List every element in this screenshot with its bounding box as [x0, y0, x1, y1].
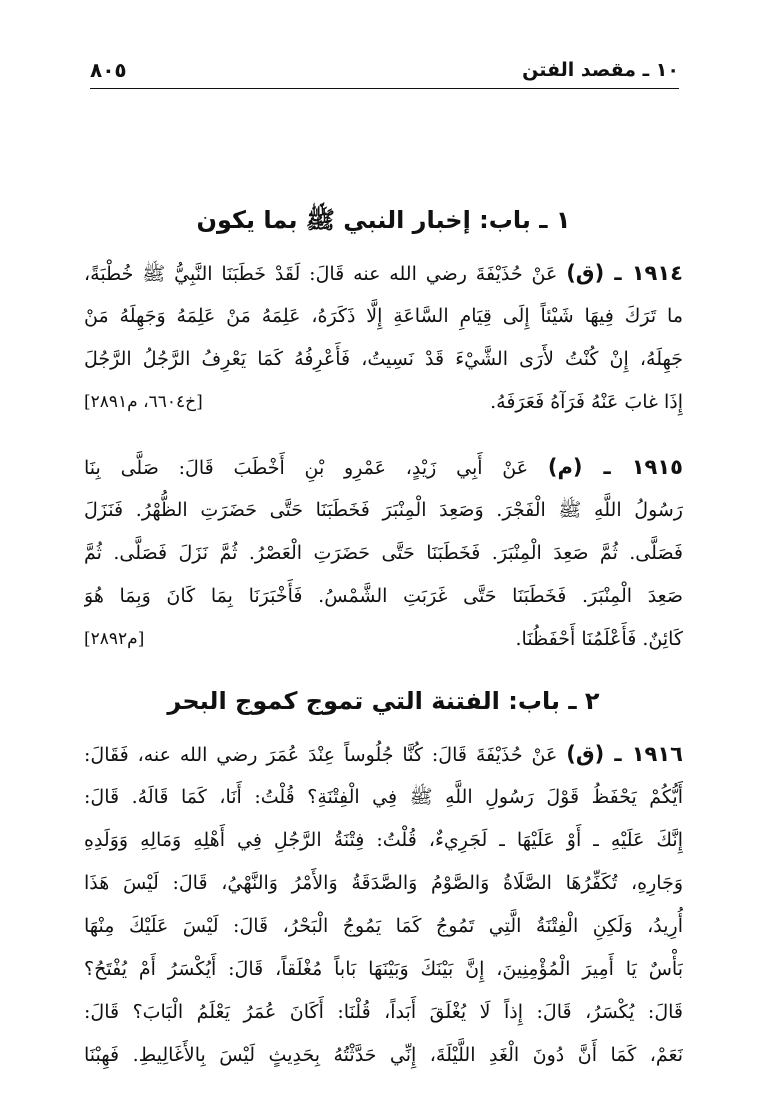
page-content: [84, 198, 683, 1077]
hadith-line: رَسُولُ اللَّهِ ﷺ الْفَجْرَ. وَصَعِدَ الْمِنْبَرَ فَخَطَبَنَا حَتَّى حَضَرَتِ الظُّهْرُ. فَنَزَلَ: [84, 499, 683, 521]
hadith-line: فَصَلَّى. ثُمَّ صَعِدَ الْمِنْبَرَ. فَخَطَبَنَا حَتَّى حَضَرَتِ الْعَصْرُ. ثُمَّ نَزَلَ فَصَلَّى. ثُمَّ: [84, 542, 683, 564]
running-header: [90, 52, 679, 89]
hadith-line: إِنَّكَ عَلَيْهِ ـ أَوْ عَلَيْهَا ـ لَجَرِيءٌ، قُلْتُ: فِتْنَةُ الرَّجُلِ فِي أَهْلِهِ وَمَالِهِ وَوَلَدِهِ: [84, 829, 683, 851]
hadith-line: صَعِدَ الْمِنْبَرَ. فَخَطَبَنَا حَتَّى غَرَبَتِ الشَّمْسُ. فَأَخْبَرَنَا بِمَا كَانَ وَبِمَا هُوَ: [84, 585, 683, 607]
hadith-line: [84, 252, 683, 295]
hadith-line: [84, 446, 683, 489]
hadith-number: ١٩١٤ ـ (ق): [566, 261, 683, 285]
section-title: ١٠ ـ مقصد الفتن: [522, 59, 679, 81]
chapter-1-heading: ١ ـ باب: إخبار النبي ﷺ بما يكون: [196, 206, 571, 234]
hadith-line: [84, 381, 683, 424]
hadith-1914: [84, 252, 683, 424]
hadith-line: جَهِلَهُ، إِنْ كُنْتُ لأَرَى الشَّيْءَ قَدْ نَسِيتُ، فَأَعْرِفُهُ كَمَا يَعْرِفُ الرَّجُلُ الرَّجُلَ: [84, 348, 683, 370]
page-number: ٨٠٥: [90, 58, 127, 82]
hadith-line: [84, 618, 683, 661]
hadith-text: عَنْ حُذَيْفَةَ قَالَ: كُنَّا جُلُوساً عِنْدَ عُمَرَ رضي الله عنه، فَقَالَ:: [84, 744, 558, 766]
hadith-text: كَائِنٌ. فَأَعْلَمُنَا أَحْفَظُنَا.: [515, 628, 683, 650]
hadith-line: نَعَمْ، كَمَا أَنَّ دُونَ الْغَدِ اللَّيْلَةَ، إِنِّي حَدَّثْتُهُ بِحَدِيثٍ لَيْسَ بِالأَغَالِيطِ. فَهِبْنَا: [84, 1044, 683, 1066]
hadith-text: عَنْ أَبِي زَيْدٍ، عَمْرِو بْنِ أَخْطَبَ قَالَ: صَلَّى بِنَا: [84, 457, 529, 479]
hadith-line: أَيُّكُمْ يَحْفَظُ قَوْلَ رَسُولِ اللَّهِ ﷺ فِي الْفِتْنَةِ؟ قُلْتُ: أَنَا، كَمَا قَالَهُ. قَالَ:: [84, 786, 683, 808]
hadith-text: عَنْ حُذَيْفَةَ رضي الله عنه قَالَ: لَقَدْ خَطَبَنَا النَّبِيُّ ﷺ خُطْبَةً،: [84, 263, 558, 285]
hadith-number: ١٩١٦ ـ (ق): [566, 742, 683, 766]
hadith-1916: [84, 733, 683, 1077]
chapter-2-heading: ٢ ـ باب: الفتنة التي تموج كموج البحر: [167, 687, 600, 715]
hadith-1915: [84, 446, 683, 661]
hadith-reference: [م٢٨٩٢]: [84, 629, 145, 649]
hadith-number: ١٩١٥ ـ (م): [547, 455, 683, 479]
hadith-line: [84, 733, 683, 776]
hadith-line: وَجَارِهِ، تُكَفِّرُهَا الصَّلَاةُ وَالصَّوْمُ وَالصَّدَقَةُ وَالأَمْرُ وَالنَّهْيُ، قَالَ: لَيْسَ هَذَا: [84, 872, 683, 894]
hadith-text: إِذَا غابَ عَنْهُ فَرَآهُ فَعَرَفَهُ.: [490, 391, 683, 413]
hadith-reference: [خ٦٦٠٤، م٢٨٩١]: [84, 392, 203, 412]
hadith-line: ما تَرَكَ فِيهَا شَيْئاً إِلَى قِيَامِ السَّاعَةِ إِلَّا ذَكَرَهُ، عَلِمَهُ مَنْ عَلِمَهُ وَجَهِلَهُ مَنْ: [84, 305, 683, 327]
hadith-line: بَأْسٌ يَا أَمِيرَ الْمُؤْمِنِينَ، إِنَّ بَيْنَكَ وَبَيْنَهَا بَاباً مُغْلَقاً، قَالَ: أَيُكْسَرُ أَمْ يُفْتَحُ؟: [84, 958, 683, 980]
hadith-line: قَالَ: يُكْسَرُ، قَالَ: إِذاً لَا يُغْلَقَ أَبَداً، قُلْنَا: أَكَانَ عُمَرُ يَعْلَمُ الْبَابَ؟ قَالَ:: [84, 1001, 683, 1023]
hadith-line: أُرِيدُ، وَلَكِنِ الْفِتْنَةُ الَّتِي تَمُوجُ كَمَا يَمُوجُ الْبَحْرُ، قَالَ: لَيْسَ عَلَيْكَ مِنْهَا: [84, 915, 683, 937]
